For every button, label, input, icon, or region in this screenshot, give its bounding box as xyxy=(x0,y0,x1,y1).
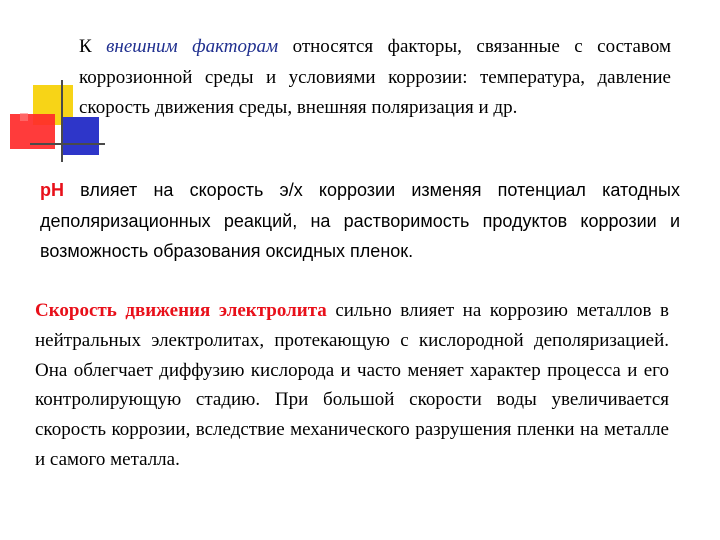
external-factors-paragraph xyxy=(79,32,671,124)
decorative-pink-accent xyxy=(20,113,28,121)
external-factors-term: внешним факторам xyxy=(106,36,279,57)
paragraph2-body: влияет на скорость э/х коррозии изменяя потенциал катодных деполяризационных реакций, на растворимость продуктов коррозии и возможность образования оксидных пленок. xyxy=(40,180,680,261)
ph-term: pH xyxy=(40,180,64,200)
decorative-vertical-line xyxy=(61,80,63,162)
paragraph3-body: сильно влияет на коррозию металлов в нейтральных электролитах, протекающую с кислородной деполяризацией. Она облегчает диффузию кислорода и часто меняет характер процесса и его контролирующую стадию. При большой скорости воды увеличивается скорость коррозии, вследствие механического разрушения пленки на металле и самого металла. xyxy=(35,300,670,470)
ph-paragraph xyxy=(40,175,680,267)
electrolyte-velocity-paragraph xyxy=(35,296,669,475)
paragraph1-prefix: К xyxy=(79,36,107,57)
decorative-horizontal-line xyxy=(30,143,105,145)
paragraph1-body: относятся факторы, связанные с составом коррозионной среды и условиями коррозии: температура, давление скорость движения среды, внешняя поляризация и др. xyxy=(79,36,671,118)
electrolyte-velocity-term: Скорость движения электролита xyxy=(35,300,327,321)
